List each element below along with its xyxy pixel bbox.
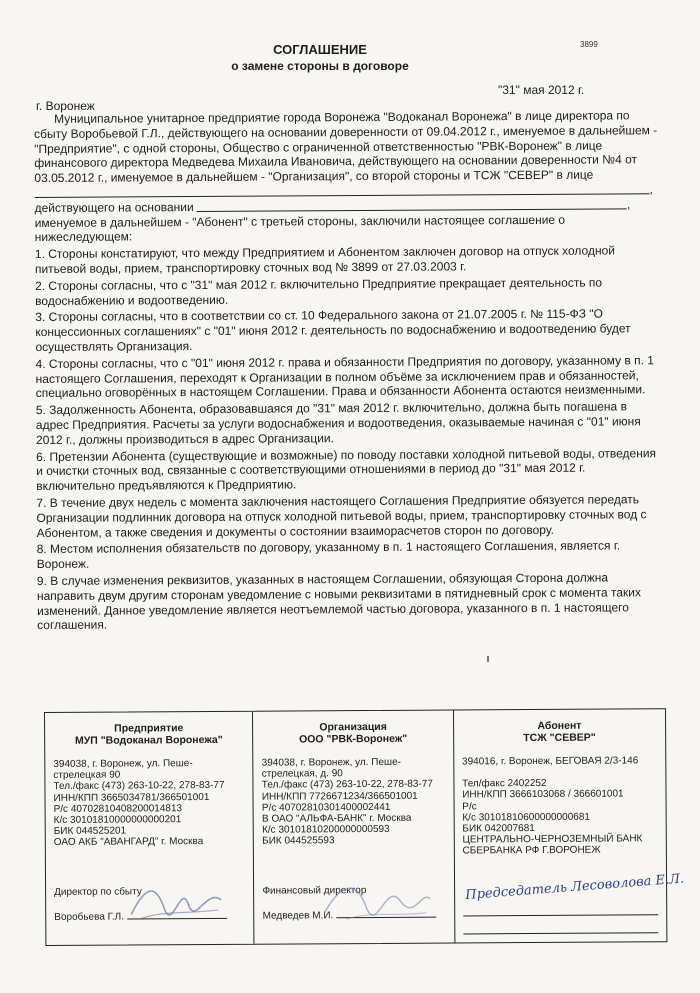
detail-line: В ОАО "АЛЬФА-БАНК" г. Москва [261, 812, 412, 825]
handwritten-signature: Председатель Лесоволова Е.Л. [464, 871, 685, 904]
clause-3: 3. Стороны согласны, что в соответствии со ст. 10 Федерального закона от 21.07.2005 г. № 115-ФЗ "О концессионных соглашениях" с "01" июня 2012 г. деятельность по водоснабжению и водоотведению будет осуществлять Организация. [35, 306, 631, 354]
party-header [454, 709, 666, 744]
clause-5: 5. Задолженность Абонента, образовавшаяся до "31" мая 2012 г. включительно, должна быть погашена в адрес Предприятия. Расчеты за услуги водоснабжения и водоотведения, оказываемые начиная с "01" июня 2012 г., должны производиться в адрес Организации. [35, 399, 641, 447]
detail-line: Р/с 40702810408200014813 [53, 802, 183, 815]
detail-line: стрелецкая, д. 90 [261, 768, 343, 780]
signature-line [463, 932, 658, 934]
detail-line: К/с 30101810200000000593 [262, 824, 390, 836]
party-name: МУП "Водоканал Воронежа" [74, 733, 223, 747]
document-body [34, 108, 662, 635]
detail-line: стрелецкая 90 [53, 769, 121, 782]
detail-line: К/с 30101810000000000201 [53, 814, 182, 826]
detail-line: 394016, г. Воронеж, БЕГОВАЯ 2/3-146 [461, 755, 639, 768]
detail-line: К/с 30101810600000000681 [462, 811, 590, 824]
detail-line: ИНН/КПП 3665034781/366501001 [53, 791, 210, 804]
party-header [253, 711, 453, 746]
party-name: ООО "РВК-Воронеж" [299, 732, 408, 746]
detail-line: Р/с [462, 800, 477, 813]
party-enterprise [45, 712, 255, 945]
detail-line: ЦЕНТРАЛЬНО-ЧЕРНОЗЕМНЫЙ БАНК [462, 833, 643, 846]
intro-text-2: , действующего на основании [34, 182, 653, 215]
detail-line: Тел/факс 2402252 [462, 778, 547, 790]
document-number: 3899 [580, 40, 598, 49]
party-role: Предприятие [114, 722, 184, 735]
detail-line: БИК 042007681 [462, 823, 535, 835]
intro-text-1: Муниципальное унитарное предприятие города Воронежа "Водоканал Воронежа" в лице директора по сбыту Воробьевой Г.Л., действующего на основании доверенности от 09.04.2012 г., именуемое в дальнейшем - "Предприятие", с одной стороны, Общество с ограниченной ответственностью "РВК-Воронеж" в лице финансового директора Медведева Михаила Ивановича, действующего на основании доверенности №4 от 03.05.2012 г., именуемое в дальнейшем - "Организация", со второй стороны и ТСЖ "СЕВЕР" в лице [34, 108, 658, 186]
party-name: ТСЖ "СЕВЕР" [523, 731, 596, 745]
detail-line: Р/с 40702810301400002441 [261, 801, 391, 814]
detail-line: Тел./факс (473) 263-10-22, 278-83-77 [261, 779, 433, 792]
signature-scribble [126, 874, 226, 925]
party-details [45, 746, 253, 849]
blank-field-representative [34, 182, 649, 198]
intro-paragraph [34, 108, 660, 245]
document-title: СОГЛАШЕНИЕ [273, 42, 367, 57]
signer-name: Медведев М.И. [262, 910, 334, 922]
party-details [454, 743, 666, 857]
clause-4: 4. Стороны согласны, что с "01" июня 2012 г. права и обязанности Предприятия по договору, указанному в п. 1 настоящего Соглашения, переходят к Организации в полном объёме за исключением прав и обязанностей, специально оговорённых в настоящем Соглашении. Права и обязанности Абонента остаются неизменными. [35, 352, 654, 401]
party-role: Абонент [537, 719, 582, 732]
clause-9: 9. В случае изменения реквизитов, указанных в настоящем Соглашении, обязующая Сторона должна направить двум другим сторонам уведомление с новыми реквизитами в пятидневный срок с момента таких изменений. Данное уведомление является неотъемлемой частью договора, указанного в п. 1 настоящего соглашения. [36, 570, 642, 633]
clause-6: 6. Претензии Абонента (существующие и возможные) по поводу поставки холодной питьевой воды, отведения и очистки сточных вод, связанные с соответствующими отношениями в период до "31" мая 2012 г. включительно предъявляются к Предприятию. [36, 445, 657, 494]
party-details [254, 745, 454, 848]
party-role: Организация [319, 720, 387, 734]
detail-line: 394038, г. Воронеж, ул. Пеше- [261, 756, 402, 769]
clause-1: 1. Стороны констатируют, что между Предприятием и Абонентом заключен договор на отпуск холодной питьевой воды, прием, транспортировку сточных вод № 3899 от 27.03.2003 г. [34, 243, 615, 276]
signature-scribble [316, 871, 436, 927]
detail-line: СБЕРБАНКА РФ Г.ВОРОНЕЖ [462, 845, 601, 857]
document-city: г. Воронеж [36, 99, 95, 113]
detail-line: Тел./факс (473) 263-10-22, 278-83-77 [53, 780, 225, 793]
scan-mark [487, 656, 489, 662]
clause-2: 2. Стороны согласны, что с "31" мая 2012 г. включительно Предприятие прекращает деятельность по водоснабжению и водоотведению. [35, 275, 603, 308]
clause-7: 7. В течение двух недель с момента заключения настоящего Соглашения Предприятие обязуется передать Организации подлинник договора на отпуск холодной питьевой воды, прием, транспортировку сточных вод с Абонентом, а также сведения и документы о состоянии взаиморасчетов сторон по договору. [36, 492, 647, 540]
detail-line: 394038, г. Воронеж, ул. Пеше- [53, 758, 193, 770]
detail-line: ОАО АКБ "АВАНГАРД" г. Москва [53, 836, 204, 849]
signer-title: Финансовый директор [262, 884, 367, 897]
document-subtitle: о замене стороны в договоре [231, 59, 409, 73]
signer-name: Воробьева Г.Л. [54, 911, 125, 923]
party-subscriber [454, 709, 685, 942]
detail-line: ИНН/КПП 3666103068 / 366601001 [462, 788, 624, 801]
party-header [45, 712, 253, 747]
party-organization [253, 710, 455, 943]
signature-table [44, 708, 685, 946]
blank-field-basis [197, 197, 627, 212]
signer-title: Директор по сбыту [54, 885, 142, 898]
document-date: "31" мая 2012 г. [498, 83, 585, 97]
detail-line: БИК 044525593 [262, 835, 335, 848]
signature-line [463, 914, 658, 916]
intro-text-3: , именуемое в дальнейшем - "Абонент" с третьей стороны, заключили настоящее соглашение о нижеследующем: [34, 197, 631, 245]
detail-line: БИК 044525201 [53, 825, 127, 838]
clause-8: 8. Местом исполнения обязательств по договору, указанному в п. 1 настоящего Соглашения, является г. Воронеж. [36, 538, 621, 572]
detail-line: ИНН/КПП 7726671234/366501001 [261, 790, 418, 803]
